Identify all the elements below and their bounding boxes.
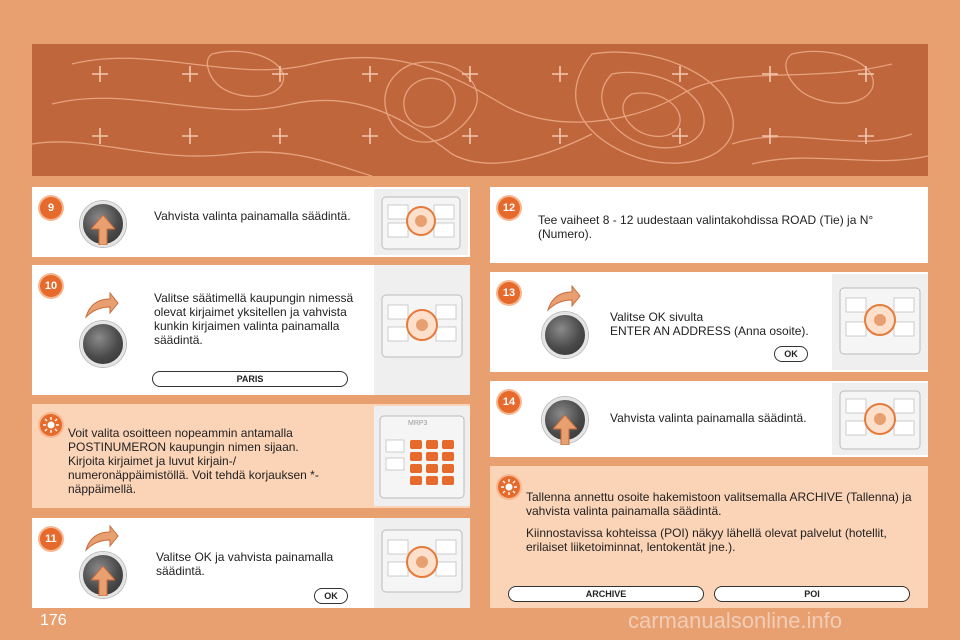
knob-icon <box>80 321 126 367</box>
keypad-device-icon <box>374 406 470 506</box>
step-9-text: Vahvista valinta painamalla säädintä. <box>154 209 351 223</box>
step-13-line-1: Valitse OK sivulta <box>610 310 704 324</box>
step-14-number: 14 <box>498 391 520 413</box>
curved-arrow-icon <box>84 524 120 552</box>
device-icon <box>374 265 470 395</box>
step-9-number: 9 <box>40 197 62 219</box>
step-13-card <box>490 272 928 372</box>
ok-pill[interactable]: OK <box>314 588 348 604</box>
contour-map-graphic <box>32 44 928 176</box>
step-14-text: Vahvista valinta painamalla säädintä. <box>610 411 807 425</box>
up-arrow-icon <box>553 415 577 445</box>
step-12-text: Tee vaiheet 8 - 12 uudestaan valintakohdissa ROAD (Tie) ja N° (Numero). <box>538 213 874 241</box>
step-12-card <box>490 187 928 263</box>
step-11-card <box>32 518 470 608</box>
device-icon <box>832 383 928 455</box>
step-12-number: 12 <box>498 197 520 219</box>
tip-2-paragraph-1: Tallenna annettu osoite hakemistoon valitsemalla ARCHIVE (Tallenna) ja vahvista valinta painamalla säädintä. <box>526 490 912 518</box>
device-icon <box>832 274 928 370</box>
step-14-card <box>490 381 928 457</box>
device-icon <box>374 518 470 608</box>
page-number: 176 <box>40 612 67 629</box>
tip-2-text <box>526 490 918 562</box>
step-13-number: 13 <box>498 282 520 304</box>
up-arrow-icon <box>91 566 115 596</box>
step-13-line-2: ENTER AN ADDRESS (Anna osoite). <box>610 324 809 338</box>
tip-1-card <box>32 404 470 508</box>
knob-icon <box>542 312 588 358</box>
header-banner <box>32 44 928 176</box>
step-10-card <box>32 265 470 395</box>
device-icon <box>374 189 468 255</box>
tip-2-paragraph-2: Kiinnostavissa kohteissa (POI) näkyy lähellä olevat palvelut (hotellit, erilaiset liiketoiminnat, lentokentät jne.). <box>526 526 887 554</box>
keypad-label: MRP3 <box>408 420 428 427</box>
step-10-text: Valitse säätimellä kaupungin nimessä olevat kirjaimet yksitellen ja vahvista kunkin kirjaimen valinta painamalla säädintä. <box>154 291 354 347</box>
curved-arrow-icon <box>546 284 582 312</box>
archive-pill[interactable]: ARCHIVE <box>508 586 704 602</box>
watermark: carmanualsonline.info <box>628 608 843 633</box>
ok-pill[interactable]: OK <box>774 346 808 362</box>
step-10-number: 10 <box>40 275 62 297</box>
step-9-card <box>32 187 470 257</box>
tip-2-card <box>490 466 928 608</box>
tip-1-text: Voit valita osoitteen nopeammin antamalla POSTINUMERON kaupungin nimen sijaan. Kirjoita kirjaimet ja luvut kirjain-/ numeronäppäimistöllä. Voit tehdä korjauksen *-näppäimellä. <box>68 426 319 496</box>
sun-tip-icon <box>40 414 62 436</box>
sun-tip-icon <box>498 476 520 498</box>
paris-pill[interactable]: PARIS <box>152 371 348 387</box>
up-arrow-icon <box>91 215 115 245</box>
step-11-number: 11 <box>40 528 62 550</box>
step-11-text: Valitse OK ja vahvista painamalla säädintä. <box>156 550 334 578</box>
poi-pill[interactable]: POI <box>714 586 910 602</box>
step-13-text <box>610 310 830 338</box>
curved-arrow-icon <box>84 291 120 319</box>
